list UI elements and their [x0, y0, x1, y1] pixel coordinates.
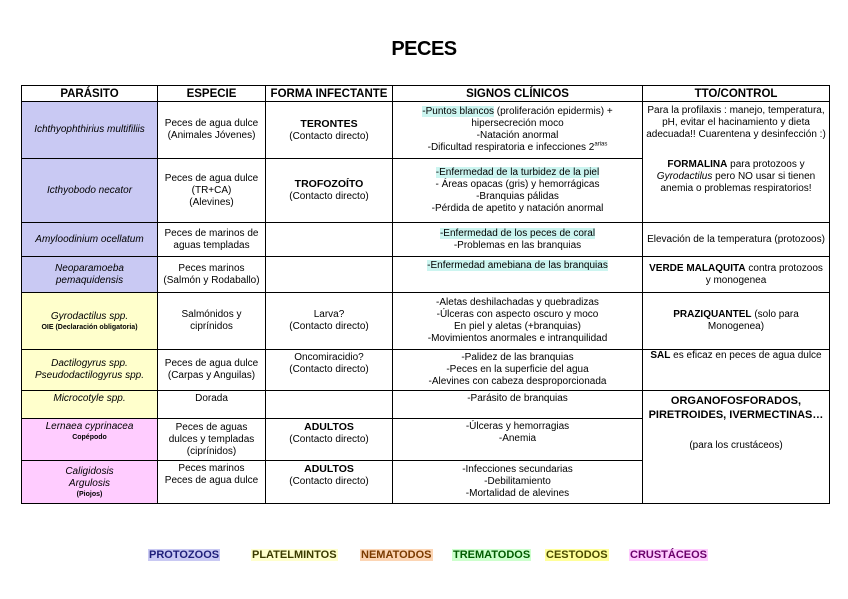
sign-highlight: -Enfermedad amebiana de las branquias	[427, 260, 608, 271]
sign-line: -Palidez de las branquias	[461, 352, 574, 363]
page-title: PECES	[391, 38, 457, 60]
form-note: (Contacto directo)	[289, 191, 369, 202]
species-line: (Animales Jóvenes)	[167, 130, 256, 141]
tto-cell: PRAZIQUANTEL (solo para Monogenea)	[643, 293, 830, 350]
legend-nematodos: NEMATODOS	[361, 549, 432, 561]
parasite-note: Copépodo	[72, 434, 107, 441]
parasite-name: Icthyobodo necator	[46, 184, 133, 196]
species-line: Peces de marinos de	[164, 227, 259, 239]
sign-line: -Alevines con cabeza desproporcionada	[428, 376, 607, 387]
tto-organofosforados-block	[646, 394, 826, 422]
species-line: Dorada	[195, 393, 228, 404]
header-parasito: PARÁSITO	[22, 86, 158, 102]
parasite-cell	[22, 223, 158, 257]
table-row	[22, 223, 830, 257]
signs-cell	[393, 391, 643, 419]
header-tto-control: TTO/CONTROL	[643, 86, 830, 102]
tto-profilaxis: Para la profilaxis : manejo, temperatura, pH, evitar el hacinamiento y dieta adecuada!! Cuarentena y desinfección :)	[646, 105, 826, 140]
header-forma-infectante: FORMA INFECTANTE	[266, 86, 393, 102]
sign-line: -Puntos blancos (proliferación epidermis) +	[422, 106, 613, 117]
signs-cell	[393, 257, 643, 293]
legend-cestodos: CESTODOS	[546, 549, 608, 561]
species-line: Peces marinos	[178, 463, 245, 474]
table-row	[22, 293, 830, 350]
species-line: (ciprínidos)	[186, 445, 237, 457]
species-cell	[158, 461, 266, 504]
parasite-cell	[22, 461, 158, 504]
form-cell	[266, 102, 393, 159]
form-note: (Contacto directo)	[289, 130, 369, 142]
tto-organofosforados: ORGANOFOSFORADOS, PIRETROIDES, IVERMECTINAS…	[648, 395, 824, 421]
sign-highlight: -Puntos blancos	[422, 106, 495, 117]
legend-trematodos: TREMATODOS	[453, 549, 531, 561]
species-line: (Carpas y Anguilas)	[167, 370, 256, 381]
tto-crustaceos-note: (para los crustáceos)	[689, 440, 783, 451]
sign-line: hipersecreción moco	[471, 118, 564, 129]
sign-line: -Natación anormal	[476, 130, 559, 141]
sign-line: -Infecciones secundarias	[462, 464, 573, 475]
signs-cell	[393, 461, 643, 504]
species-line: (Salmón y Rodaballo)	[163, 274, 260, 286]
form-stage: ADULTOS	[304, 463, 354, 475]
sign-line: -Úlceras con aspecto oscuro y moco	[436, 309, 599, 320]
species-line: Peces de aguas	[175, 421, 248, 433]
parasite-name: Dactilogyrus spp.	[51, 358, 128, 369]
header-signos-clinicos: SIGNOS CLÍNICOS	[393, 86, 643, 102]
species-line: ciprínidos	[190, 321, 233, 332]
tto-temperatura: Elevación de la temperatura (protozoos)	[647, 233, 825, 245]
form-note: (Contacto directo)	[289, 364, 369, 375]
tto-formalina: FORMALINA para protozoos y Gyrodactilus pero NO usar si tienen anemia o problemas respiratorios!	[656, 159, 816, 194]
species-cell	[158, 102, 266, 159]
form-note: (Contacto directo)	[289, 476, 369, 487]
form-stage: TERONTES	[300, 117, 358, 130]
tto-verde-malaquita: VERDE MALAQUITA	[649, 262, 746, 274]
species-cell	[158, 391, 266, 419]
form-note: (Contacto directo)	[289, 434, 369, 445]
species-line: (Alevines)	[189, 196, 234, 208]
form-cell	[266, 257, 393, 293]
signs-cell	[393, 223, 643, 257]
parasite-name: Argulosis	[68, 477, 111, 489]
species-line: Peces de agua dulce	[164, 172, 259, 184]
sign-line	[396, 167, 639, 179]
tto-cell	[643, 102, 830, 223]
form-stage: TROFOZOÍTO	[294, 178, 364, 190]
sign-highlight: -Enfermedad de la turbidez de la piel	[435, 166, 600, 178]
form-cell	[266, 293, 393, 350]
form-note: (Contacto directo)	[289, 321, 369, 332]
table-row	[22, 102, 830, 159]
species-cell	[158, 419, 266, 461]
table-row	[22, 391, 830, 419]
sign-line	[396, 260, 639, 272]
parasite-note: (Piojos)	[76, 490, 103, 498]
tto-cell: VERDE MALAQUITA contra protozoos y monogenea	[643, 257, 830, 293]
sign-line: -Anemia	[498, 433, 537, 444]
species-cell	[158, 257, 266, 293]
sign-line: -Branquias pálidas	[476, 190, 559, 202]
parasite-table	[21, 85, 830, 504]
species-cell	[158, 293, 266, 350]
parasite-name: Pseudodactilogyrus spp.	[35, 370, 144, 381]
table-header-row	[22, 86, 830, 102]
sign-line: -Pérdida de apetito y natación anormal	[431, 202, 604, 214]
species-line: Peces marinos	[178, 262, 245, 274]
parasite-name: Ichthyophthirius multifiliis	[34, 124, 145, 135]
form-cell	[266, 223, 393, 257]
parasite-name: Caligidosis	[65, 465, 114, 477]
tto-sal: SAL	[650, 350, 671, 361]
parasite-name: Neoparamoeba	[55, 262, 124, 274]
form-stage: Larva?	[313, 309, 345, 320]
parasite-note: OIE (Declaración obligatoria)	[41, 323, 138, 331]
parasite-cell	[22, 293, 158, 350]
sign-line: -Mortalidad de alevines	[465, 488, 570, 499]
header-especie: ESPECIE	[158, 86, 266, 102]
form-cell	[266, 391, 393, 419]
species-line: Peces de agua dulce	[164, 118, 259, 129]
species-line: (TR+CA)	[191, 184, 232, 196]
sign-line: -Peces en la superficie del agua	[446, 364, 589, 375]
sign-line: -Dificultad respiratoria e infecciones $2^{arias}$	[427, 141, 608, 153]
parasite-cell	[22, 102, 158, 159]
species-line: Peces de agua dulce	[164, 358, 259, 369]
parasite-cell	[22, 257, 158, 293]
table-row	[22, 257, 830, 293]
color-legend	[0, 549, 848, 565]
species-cell	[158, 159, 266, 223]
signs-cell	[393, 293, 643, 350]
sign-highlight: -Enfermedad de los peces de coral	[439, 227, 596, 239]
legend-crustaceos: CRUSTÁCEOS	[630, 549, 708, 561]
parasite-name: Microcotyle spp.	[53, 393, 126, 404]
legend-protozoos: PROTOZOOS	[149, 549, 220, 561]
form-stage: Oncomiracidio?	[294, 352, 364, 363]
parasite-cell	[22, 159, 158, 223]
sign-line: En piel y aletas (+branquias)	[453, 321, 582, 332]
parasite-name: Amyloodinium ocellatum	[35, 233, 144, 245]
signs-cell	[393, 350, 643, 391]
form-cell	[266, 350, 393, 391]
parasite-name: Lernaea cyprinacea	[45, 421, 134, 432]
legend-platelmintos: PLATELMINTOS	[252, 549, 337, 561]
signs-cell	[393, 102, 643, 159]
tto-cell: SAL es eficaz en peces de agua dulce	[643, 350, 830, 391]
table-row	[22, 350, 830, 391]
form-cell	[266, 419, 393, 461]
form-cell	[266, 159, 393, 223]
sign-line: -Debilitamiento	[484, 476, 551, 487]
signs-cell	[393, 159, 643, 223]
species-cell	[158, 350, 266, 391]
sign-line	[396, 228, 639, 240]
sign-line: -Parásito de branquias	[467, 393, 568, 404]
parasite-cell	[22, 419, 158, 461]
parasite-name: Gyrodactilus spp.	[50, 310, 129, 322]
species-line: dulces y templadas	[168, 433, 255, 445]
parasite-cell	[22, 391, 158, 419]
form-stage: ADULTOS	[304, 421, 354, 433]
species-line: Salmónidos y	[181, 309, 242, 320]
species-line: Peces de agua dulce	[164, 475, 259, 486]
tto-cell	[643, 223, 830, 257]
form-cell	[266, 461, 393, 504]
signs-cell	[393, 419, 643, 461]
sign-line: -Aletas deshilachadas y quebradizas	[436, 297, 599, 308]
sign-line: -Problemas en las branquias	[453, 239, 582, 251]
parasite-cell	[22, 350, 158, 391]
sign-line: -Movimientos anormales e intranquilidad	[427, 333, 608, 344]
sign-line: - Áreas opacas (gris) y hemorrágicas	[435, 178, 600, 190]
tto-cell	[643, 391, 830, 504]
species-cell	[158, 223, 266, 257]
species-line: aguas templadas	[173, 239, 250, 251]
tto-praziquantel: PRAZIQUANTEL	[673, 309, 752, 320]
parasite-name: pemaquidensis	[55, 274, 124, 286]
sign-line: -Úlceras y hemorragias	[465, 421, 570, 432]
